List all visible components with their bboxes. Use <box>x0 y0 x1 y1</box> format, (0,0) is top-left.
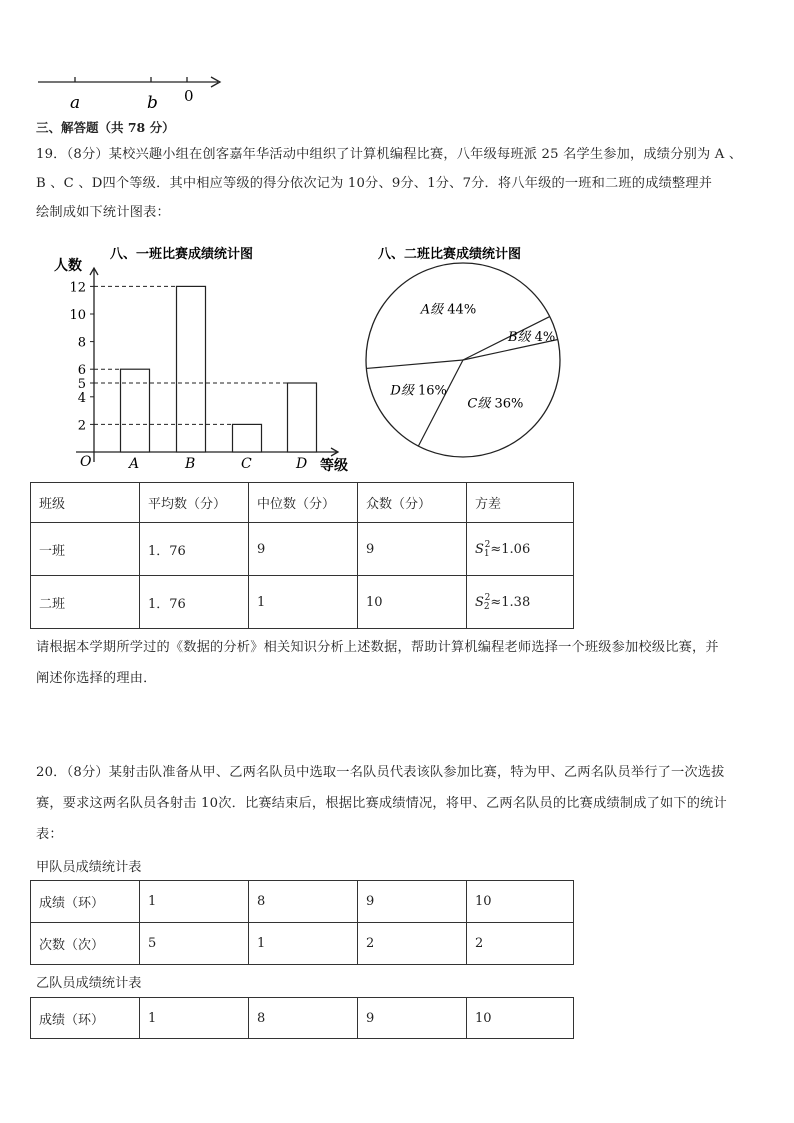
number-line-label-a: a <box>70 93 81 113</box>
header-class: 班级 <box>31 483 140 523</box>
number-line-label-zero: 0 <box>184 87 194 105</box>
yi-r1-c0: 成绩（环） <box>31 998 140 1039</box>
y-tick-label: 12 <box>69 280 86 296</box>
bar-category-label: D <box>296 456 308 472</box>
q19-question-line-2: 阐述你选择的理由． <box>36 671 157 686</box>
pie-slice-label <box>389 384 446 399</box>
variance-sub: 2 <box>483 601 490 612</box>
pie-slice-label <box>420 303 476 318</box>
pie-slice-percent: 36% <box>490 396 524 412</box>
bar <box>177 286 206 452</box>
section-title: 三、解答题（共 78 分） <box>36 120 175 135</box>
class-one-bar-chart <box>48 238 368 478</box>
bar-chart-origin: O <box>80 454 92 470</box>
header-median: 中位数（分） <box>249 483 358 523</box>
variance-sub: 1 <box>483 548 490 559</box>
table-row <box>31 576 574 629</box>
jia-r1-c2: 8 <box>249 881 358 923</box>
jia-r1-c0: 成绩（环） <box>31 881 140 923</box>
table-row <box>31 881 574 923</box>
jia-r2-c4: 2 <box>467 923 574 965</box>
y-tick-label: 4 <box>77 390 86 406</box>
row1-mean: 1．76 <box>140 523 249 576</box>
bar-category-label: B <box>185 456 196 472</box>
number-line <box>30 70 230 114</box>
jia-score-table <box>30 880 574 965</box>
q19-question-line-1: 请根据本学期所学过的《数据的分析》相关知识分析上述数据，帮助计算机编程老师选择一个班级参加校级比赛，并 <box>36 640 719 655</box>
row2-class: 二班 <box>31 576 140 629</box>
variance-sup: 2 <box>484 592 491 603</box>
header-variance: 方差 <box>467 483 574 523</box>
bar <box>288 383 317 452</box>
bar-category-label: C <box>241 456 252 472</box>
variance-value: ≈1.06 <box>490 541 531 557</box>
q20-line-3: 表： <box>36 827 63 842</box>
bar-category-label: A <box>129 456 140 472</box>
jia-r2-c1: 5 <box>140 923 249 965</box>
q20-line-2: 赛，要求这两名队员各射击 10次．比赛结束后，根据比赛成绩情况，将甲、乙两名队员的比赛成绩制成了如下的统计 <box>36 796 727 811</box>
bar-chart-ylabel: 人数 <box>54 258 82 274</box>
bar-chart-xlabel: 等级 <box>320 458 348 474</box>
row2-variance <box>467 576 574 629</box>
q19-line-3: 绘制成如下统计图表： <box>36 205 170 220</box>
row2-median: 1 <box>249 576 358 629</box>
pie-slice-label <box>507 330 555 345</box>
row1-median: 9 <box>249 523 358 576</box>
row2-mode: 10 <box>358 576 467 629</box>
jia-r2-c0: 次数（次） <box>31 923 140 965</box>
bar-chart-title: 八、一班比赛成绩统计图 <box>110 247 254 262</box>
q19-question <box>36 632 776 694</box>
q19-stats-table <box>30 482 574 629</box>
pie-slice-grade: B级 <box>507 329 531 345</box>
jia-table-title: 甲队员成绩统计表 <box>36 860 142 875</box>
yi-score-table <box>30 997 574 1039</box>
bar <box>233 424 262 452</box>
pie-slice-percent: 44% <box>443 302 477 318</box>
variance-symbol: S <box>475 541 484 557</box>
header-mode: 众数（分） <box>358 483 467 523</box>
pie-slice-grade: C级 <box>467 396 491 412</box>
table-row <box>31 923 574 965</box>
jia-r1-c3: 9 <box>358 881 467 923</box>
y-tick-label: 10 <box>69 308 86 323</box>
number-line-label-b: b <box>147 93 158 113</box>
class-two-pie-chart <box>360 238 570 468</box>
row1-variance <box>467 523 574 576</box>
bar <box>121 369 150 452</box>
yi-table-title: 乙队员成绩统计表 <box>36 976 142 991</box>
pie-slice-label <box>467 396 523 411</box>
pie-slice-grade: A级 <box>420 302 444 318</box>
q20-line-1: 20．（8分）某射击队准备从甲、乙两名队员中选取一名队员代表该队参加比赛，特为甲、乙两名队员举行了一次选拔 <box>36 765 725 780</box>
y-tick-label: 6 <box>77 363 86 379</box>
yi-r1-c3: 9 <box>358 998 467 1039</box>
jia-r1-c4: 10 <box>467 881 574 923</box>
pie-slice-grade: D级 <box>390 383 414 399</box>
table-header-row <box>31 483 574 523</box>
pie-slice-percent: 16% <box>413 383 447 399</box>
variance-sup: 2 <box>484 539 491 550</box>
variance-value: ≈1.38 <box>490 594 531 610</box>
jia-r2-c2: 1 <box>249 923 358 965</box>
header-mean: 平均数（分） <box>140 483 249 523</box>
q20-text <box>36 757 776 850</box>
y-tick-label: 5 <box>77 377 86 392</box>
y-tick-label: 8 <box>77 335 86 351</box>
jia-r2-c3: 2 <box>358 923 467 965</box>
q19-line-1: 19．（8分）某校兴趣小组在创客嘉年华活动中组织了计算机编程比赛，八年级每班派 25 名学生参加，成绩分别为 A 、 <box>36 147 743 162</box>
yi-r1-c2: 8 <box>249 998 358 1039</box>
pie-chart-title: 八、二班比赛成绩统计图 <box>378 247 522 262</box>
table-row <box>31 523 574 576</box>
row1-mode: 9 <box>358 523 467 576</box>
variance-symbol: S <box>475 594 484 610</box>
row2-mean: 1．76 <box>140 576 249 629</box>
row1-class: 一班 <box>31 523 140 576</box>
y-tick-label: 2 <box>77 418 86 434</box>
pie-slice-percent: 4% <box>530 329 556 345</box>
table-row <box>31 998 574 1039</box>
q19-text <box>36 140 776 227</box>
q19-line-2: B 、C 、D四个等级．其中相应等级的得分依次记为 10分、9分、1分、7分．将八年级的一班和二班的成绩整理并 <box>36 176 713 191</box>
jia-r1-c1: 1 <box>140 881 249 923</box>
yi-r1-c1: 1 <box>140 998 249 1039</box>
yi-r1-c4: 10 <box>467 998 574 1039</box>
